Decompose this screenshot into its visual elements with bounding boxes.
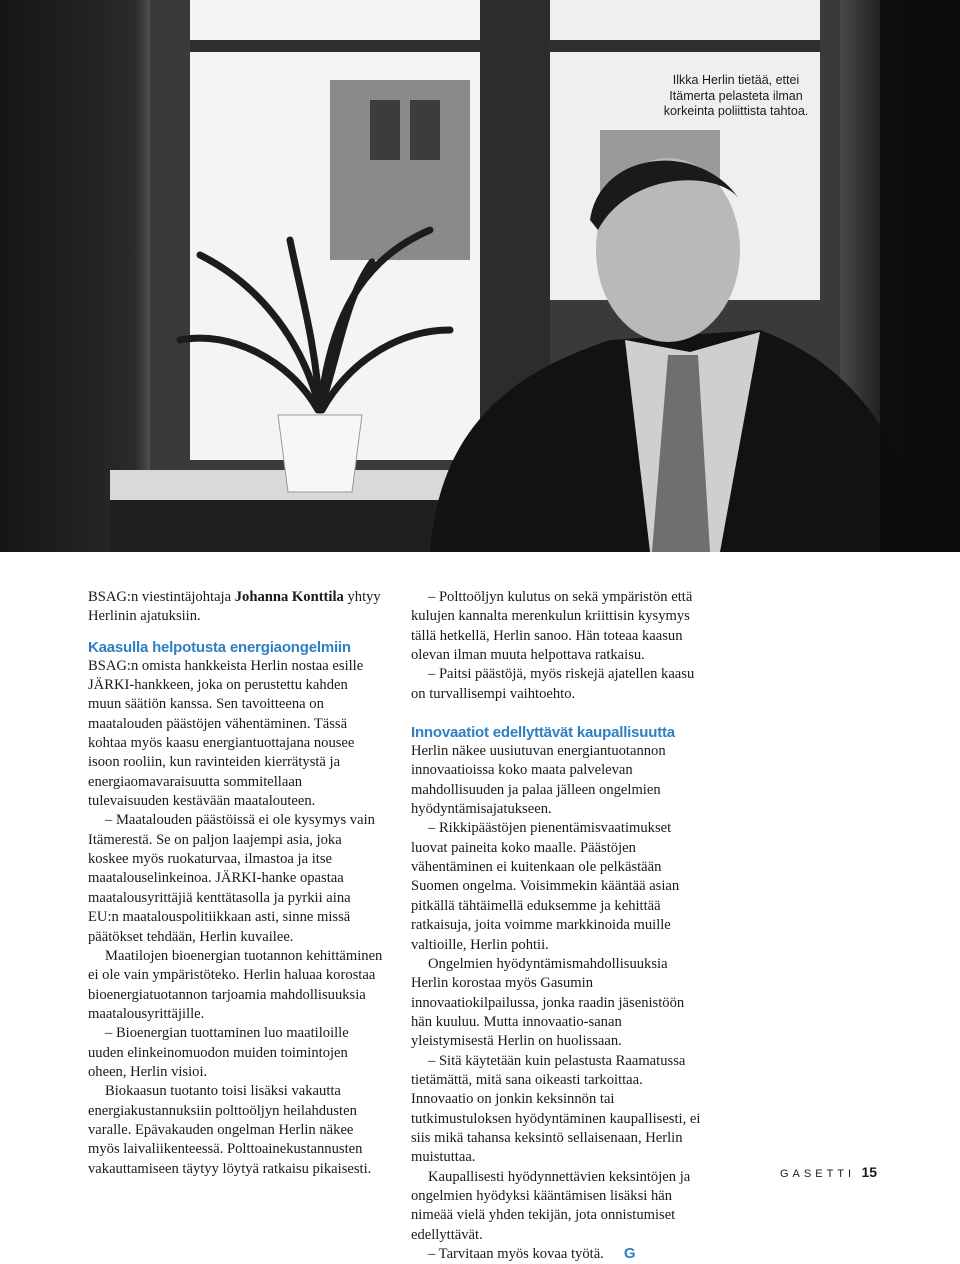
right-column (411, 588, 707, 1264)
body-paragraph: BSAG:n omista hankkeista Herlin nostaa esille JÄRKI-hankkeen, joka on perustettu kahden muun säätiön kanssa. Sen tavoitteena on maatalouden päästöjen vähentäminen. Tässä kohtaa myös kaasu energiantuottajana nousee isoon rooliin, kun ravinteiden kierrätystä ja energiaomavaraisuutta sommitellaan tulevaisuuden kestävään maatalouteen. (88, 657, 364, 810)
article-photo (0, 0, 960, 552)
body-paragraph: – Rikkipäästöjen pienentämisvaatimukset luovat paineita koko maalle. Päästöjen vähentäminen ei kuitenkaan ole pelkästään Suomen ongelma. Voisimmekin kääntää asian pitkällä tähtäimellä eduksemme ja kehittää ratkaisuja, joita voimme markkinoida muille valtioille, Herlin pohtii. (411, 820, 680, 953)
end-mark-icon: G (623, 1245, 636, 1262)
page-number: 15 (861, 1164, 878, 1180)
body-paragraph: Maatilojen bioenergian tuotannon kehittäminen ei ole vain ympäristöteko. Herlin haluaa korostaa bioenergiatuotannon tarjoamia mahdollisuuksia maatalousyrittäjille. (88, 947, 383, 1022)
intro-caption (88, 588, 384, 627)
intro-name: Johanna Konttila (234, 589, 344, 605)
intro-after: yhtyy Herlinin ajatuksiin. (88, 589, 381, 625)
body-paragraph: Biokaasun tuotanto toisi lisäksi vakautta energiakustannuksiin polttoöljyn heilahdusten varalle. Epävakauden ongelman Herlin näkee myös laivaliikenteessä. Polttoainekustannusten vakauttamiseen täytyy löytyä ratkaisu pikaisesti. (88, 1083, 372, 1177)
magazine-name: GASETTI (780, 1168, 856, 1180)
subheading-innovation: Innovaatiot edellyttävät kaupallisuutta (411, 724, 675, 742)
body-paragraph: Herlin näkee uusiutuvan energiantuotannon innovaatioissa koko maata palvelevan mahdollisuuden ja palaa jälleen ongelmien hyödyntämisajatukseen. (411, 743, 666, 818)
body-paragraph: – Paitsi päästöjä, myös riskejä ajatellen kaasu on turvallisempi vaihtoehto. (411, 666, 695, 702)
body-paragraph: – Maatalouden päästöissä ei ole kysymys vain Itämerestä. Se on paljon laajempi asia, joka koskee myös ruokaturvaa, ilmastoa ja itse maatalouselinkeinoa. JÄRKI-hanke opastaa maatalousyrittäjiä kenttätasolla ja pyrkii aina EU:n maatalouspolitiikkaan asti, sinne missä päätökset tehdään, Herlin kuvailee. (88, 812, 375, 945)
body-paragraph: – Sitä käytetään kuin pelastusta Raamatussa tietämättä, mitä sana oikeasti tarkoittaa. Innovaatio on jonkin keksinnön tai tutkimustuloksen hyödyntäminen kaupallisesti, ei siis mikä tahansa keksintö sellaisenaan, Herlin muistuttaa. (411, 1052, 701, 1166)
page-footer (780, 1164, 880, 1182)
body-paragraph: Ongelmien hyödyntämismahdollisuuksia Herlin korostaa myös Gasumin innovaatiokilpailussa, jonka raadin jäsenistöön hän kuuluu. Mutta innovaatio-sanan yleistymisestä Herlin on huolissaan. (411, 955, 685, 1050)
photo-caption: Ilkka Herlin tietää, ettei Itämerta pelasteta ilman korkeinta poliittista tahtoa. (663, 73, 809, 118)
subheading-gas: Kaasulla helpotusta energiaongelmiin (88, 638, 351, 656)
intro-before: BSAG:n viestintäjohtaja (88, 589, 235, 605)
body-paragraph: – Polttoöljyn kulutus on sekä ympäristön että kulujen kannalta merenkulun kriittisin kysymys tällä hetkellä, Herlin sanoo. Hän toteaa kaasun olevan ilman muuta helpottava ratkaisu. (411, 589, 693, 664)
body-paragraph: – Bioenergian tuottaminen luo maatiloille uuden elinkeinomuodon muiden toimintojen oheen, Herlin visioi. (88, 1025, 349, 1080)
left-column (88, 588, 384, 1179)
body-paragraph: Kaupallisesti hyödynnettävien keksintöjen ja ongelmien hyödyksi kääntämisen lisäksi hän nimeää vielä yhden tekijän, jota onnistumiset edellyttävät. (411, 1168, 691, 1243)
photo-illustration (0, 0, 960, 552)
closing-paragraph (411, 1245, 707, 1264)
closing-text: – Tarvitaan myös kovaa työtä. (428, 1246, 604, 1262)
